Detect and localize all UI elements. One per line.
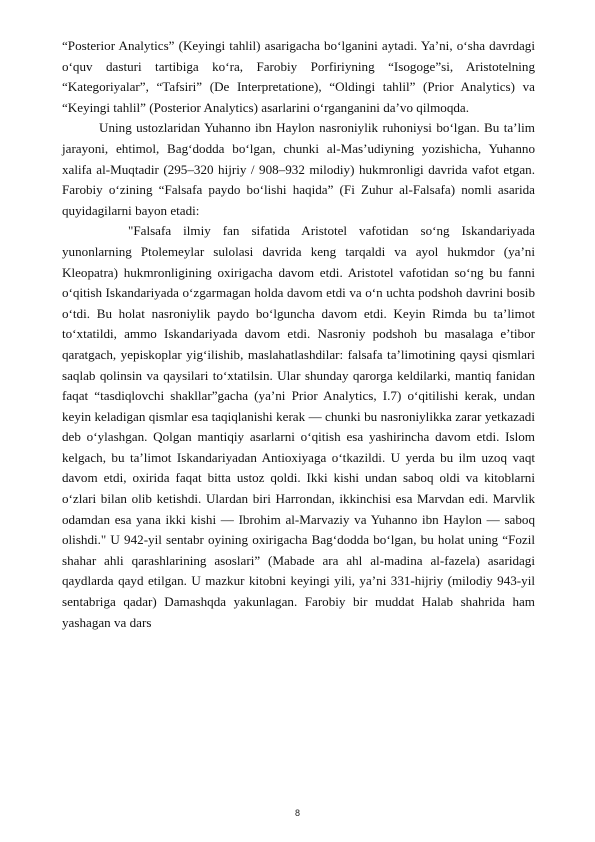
paragraph-2: Uning ustozlaridan Yuhanno ibn Haylon nasroniylik ruhoniysi bo‘lgan. Bu ta’lim jarayoni, ehtimol, Bag‘dodda bo‘lgan, chunki al-Mas’udiyning yozishicha, Yuhanno xalifa al-Muqtadir (295–320 hijriy / 908–932 milodiy) hukmronligi davrida vafot etgan. Farobiy o‘zining “Falsafa paydo bo‘lishi haqida” (Fi Zuhur al-Falsafa) nomli asarida quyidagilarni bayon etadi: xyxy=(62,120,535,218)
paragraph-3: "Falsafa ilmiy fan sifatida Aristotel vafotidan so‘ng Iskandariyada yunonlarning Ptolemeylar sulolasi davrida keng tarqaldi va ayol hukmdor (ya’ni Kleopatra) hukmronligining oxirigacha davom etdi. Aristotel vafotidan so‘ng bu fanni o‘qitish Iskandariyada o‘zgarmagan holda davom etdi va o‘n uchta podshoh davrini bosib o‘tdi. Bu holat nasroniylik paydo bo‘lguncha davom etdi. Keyin Rimda bu ta’limot to‘xtatildi, ammo Iskandariyada davom etdi. Nasroniy podshoh bu masalaga e’tibor qaratgach, yepiskoplar yig‘ilishib, maslahatlashdilar: falsafa ta’limotining qaysi qismlari saqlab qolinsin va qaysilari to‘xtatilsin. Ular shunday qarorga keldilarki, mantiq fanidan faqat “tasdiqlovchi shakllar”gacha (ya’ni Prior Analytics, I.7) o‘qitilishi kerak, undan keyin keladigan qismlar esa taqiqlanishi kerak — chunki bu nasroniylikka zarar yetkazadi deb o‘ylashgan. Qolgan mantiqiy asarlarni o‘qitish esa yashirincha davom etdi. Islom kelgach, bu ta’limot Iskandariyadan Antioxiyaga o‘tkazildi. U yerda bu ilm uzoq vaqt davom etdi, oxirida faqat bitta ustoz qoldi. Ikki kishi undan saboq oldi va kitoblarni o‘zlari bilan olib ketishdi. Ulardan biri Harrondan, ikkinchisi esa Marvdan edi. Marvlik odamdan esa yana ikki kishi — Ibrohim al-Marvaziy va Yuhanno ibn Haylon — saboq olishdi." U 942-yil sentabr oyining oxirigacha Bag‘dodda bo‘lgan, bu holat uning “Fozil shahar ahli qarashlarining asoslari” (Mabade ara ahl al-madina al-fazela) asaridagi qaydlarda qayd etilgan. U mazkur kitobni keyingi yili, ya’ni 331-hijriy (milodiy 943-yil sentabriga qadar) Damashqda yakunlagan. Farobiy bir muddat Halab shahrida ham yashagan va dars xyxy=(62,223,535,630)
page-number: 8 xyxy=(294,808,300,818)
paragraph-1: “Posterior Analytics” (Keyingi tahlil) asarigacha bo‘lganini aytadi. Ya’ni, o‘sha davrdagi o‘quv dasturi tartibiga ko‘ra, Farobiy Porfiriyning “Isogoge”si, Aristotelning “Kategoriyalar”, “Tafsiri” (De Interpretatione), “Oldingi tahlil” (Prior Analytics) va “Keyingi tahlil” (Posterior Analytics) asarlarini o‘rganganini da’vo qilmoqda. xyxy=(62,38,535,115)
body-text xyxy=(62,36,535,633)
